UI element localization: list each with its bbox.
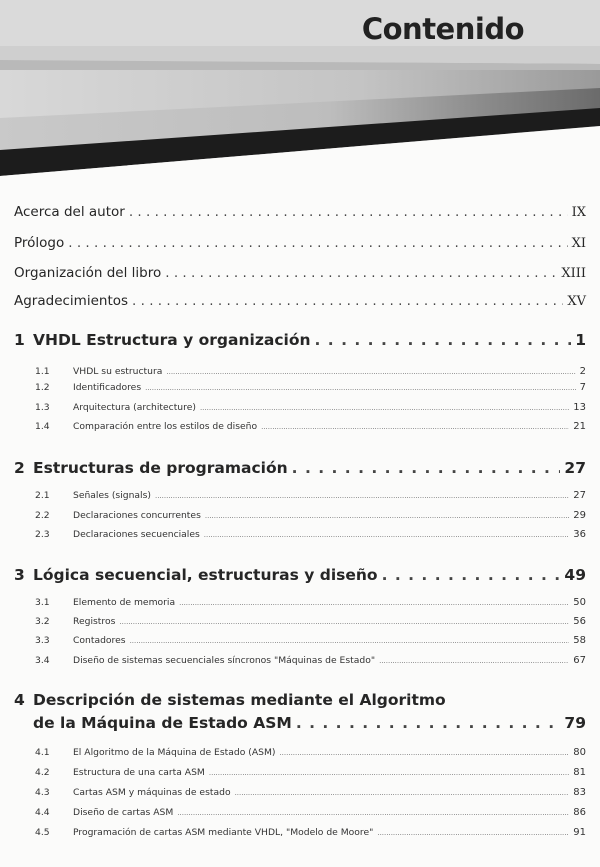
toc-section	[35, 635, 586, 646]
chapter-heading	[14, 459, 288, 477]
toc-chapter	[14, 331, 586, 349]
section-title: Contadores	[73, 635, 126, 646]
dot-leader	[292, 459, 561, 477]
dot-leader	[165, 265, 557, 281]
chapter-page: 27	[564, 459, 586, 477]
dot-leader	[155, 492, 569, 500]
section-page: 83	[573, 787, 586, 798]
toc-section	[35, 597, 586, 608]
dot-leader	[279, 749, 569, 757]
chapter-page: 49	[564, 566, 586, 584]
section-number: 4.5	[35, 827, 50, 838]
section-page: 50	[573, 597, 586, 608]
section-page: 7	[579, 382, 586, 393]
toc-section	[35, 510, 586, 521]
chapter-number: 3	[14, 566, 25, 584]
dot-leader	[235, 789, 570, 797]
section-title: Comparación entre los estilos de diseño	[73, 421, 258, 432]
toc-front-item	[14, 204, 586, 220]
section-page: 13	[573, 402, 586, 413]
section-number: 2.3	[35, 529, 50, 540]
dot-leader	[377, 829, 569, 837]
toc-section	[35, 807, 586, 818]
section-title: Declaraciones concurrentes	[73, 510, 201, 521]
toc-chapter	[33, 714, 586, 732]
toc-front-label: Agradecimientos	[14, 293, 129, 309]
chapter-page: 79	[564, 714, 586, 732]
chapter-title-line2: de la Máquina de Estado ASM	[33, 714, 292, 732]
toc-front-page: XIII	[561, 266, 586, 281]
dot-leader	[204, 531, 569, 539]
section-title: Diseño de cartas ASM	[73, 807, 174, 818]
section-page: 27	[573, 490, 586, 501]
toc-section	[35, 366, 586, 377]
toc-section	[35, 787, 586, 798]
section-title: Señales (signals)	[73, 490, 151, 501]
section-number: 2.2	[35, 510, 50, 521]
section-page: 2	[579, 366, 586, 377]
chapter-number: 2	[14, 459, 25, 477]
section-page: 86	[573, 807, 586, 818]
section-number: 4.3	[35, 787, 50, 798]
chapter-heading	[14, 566, 378, 584]
section-title: Arquitectura (architecture)	[73, 402, 196, 413]
dot-leader	[177, 809, 569, 817]
toc-front-page: XI	[571, 236, 586, 251]
dot-leader	[261, 423, 569, 431]
chapter-heading	[14, 331, 311, 349]
section-page: 56	[573, 616, 586, 627]
section-number: 1.4	[35, 421, 50, 432]
section-title: VHDL su estructura	[73, 366, 163, 377]
section-page: 80	[573, 747, 586, 758]
dot-leader	[382, 566, 561, 584]
toc-section	[35, 382, 586, 393]
toc-chapter	[14, 459, 586, 477]
toc-section	[35, 655, 586, 666]
section-page: 29	[573, 510, 586, 521]
dot-leader	[200, 404, 569, 412]
chapter-title: Estructuras de programación	[33, 459, 288, 477]
toc-front-page: XV	[567, 294, 586, 309]
section-title: Estructura de una carta ASM	[73, 767, 205, 778]
dot-leader	[145, 384, 576, 392]
section-number: 1.3	[35, 402, 50, 413]
page-title: Contenido	[361, 12, 524, 46]
section-page: 91	[573, 827, 586, 838]
section-title: Cartas ASM y máquinas de estado	[73, 787, 231, 798]
chapter-title: Descripción de sistemas mediante el Algoritmo	[33, 691, 446, 709]
section-title: Declaraciones secuenciales	[73, 529, 200, 540]
section-number: 1.2	[35, 382, 50, 393]
dot-leader	[379, 657, 569, 665]
section-title: Identificadores	[73, 382, 142, 393]
dot-leader	[209, 769, 569, 777]
section-title: Elemento de memoria	[73, 597, 176, 608]
toc-front-label: Prólogo	[14, 235, 65, 251]
section-number: 3.2	[35, 616, 50, 627]
section-number: 3.3	[35, 635, 50, 646]
chapter-number: 4	[14, 691, 25, 709]
dot-leader	[205, 512, 569, 520]
dot-leader	[179, 599, 569, 607]
toc-front-page: IX	[571, 205, 586, 220]
section-number: 3.4	[35, 655, 50, 666]
section-page: 21	[573, 421, 586, 432]
section-page: 67	[573, 655, 586, 666]
section-title: Diseño de sistemas secuenciales síncronos "Máquinas de Estado"	[73, 655, 376, 666]
toc-front-item	[14, 293, 586, 309]
dot-leader	[132, 293, 563, 309]
chapter-title: VHDL Estructura y organización	[33, 331, 311, 349]
chapter-title: Lógica secuencial, estructuras y diseño	[33, 566, 378, 584]
toc-section	[35, 827, 586, 838]
section-number: 4.2	[35, 767, 50, 778]
toc-section	[35, 616, 586, 627]
section-page: 58	[573, 635, 586, 646]
dot-leader	[315, 331, 572, 349]
section-title: Registros	[73, 616, 116, 627]
dot-leader	[119, 618, 569, 626]
toc-section	[35, 529, 586, 540]
section-title: El Algoritmo de la Máquina de Estado (ASM)	[73, 747, 276, 758]
toc-section	[35, 421, 586, 432]
toc-front-item	[14, 265, 586, 281]
toc-chapter	[14, 566, 586, 584]
section-number: 4.4	[35, 807, 50, 818]
section-page: 36	[573, 529, 586, 540]
chapter-title-line1	[14, 691, 446, 709]
toc-front-item	[14, 235, 586, 251]
section-number: 1.1	[35, 366, 50, 377]
section-number: 3.1	[35, 597, 50, 608]
toc-section	[35, 490, 586, 501]
toc-section	[35, 747, 586, 758]
toc-front-label: Acerca del autor	[14, 204, 125, 220]
section-page: 81	[573, 767, 586, 778]
dot-leader	[166, 368, 575, 376]
toc-section	[35, 402, 586, 413]
section-number: 2.1	[35, 490, 50, 501]
toc-front-label: Organización del libro	[14, 265, 162, 281]
dot-leader	[129, 204, 568, 220]
chapter-page: 1	[575, 331, 586, 349]
dot-leader	[296, 714, 561, 732]
chapter-number: 1	[14, 331, 25, 349]
section-number: 4.1	[35, 747, 50, 758]
dot-leader	[130, 637, 570, 645]
toc-section	[35, 767, 586, 778]
dot-leader	[68, 235, 567, 251]
section-title: Programación de cartas ASM mediante VHDL, "Modelo de Moore"	[73, 827, 374, 838]
